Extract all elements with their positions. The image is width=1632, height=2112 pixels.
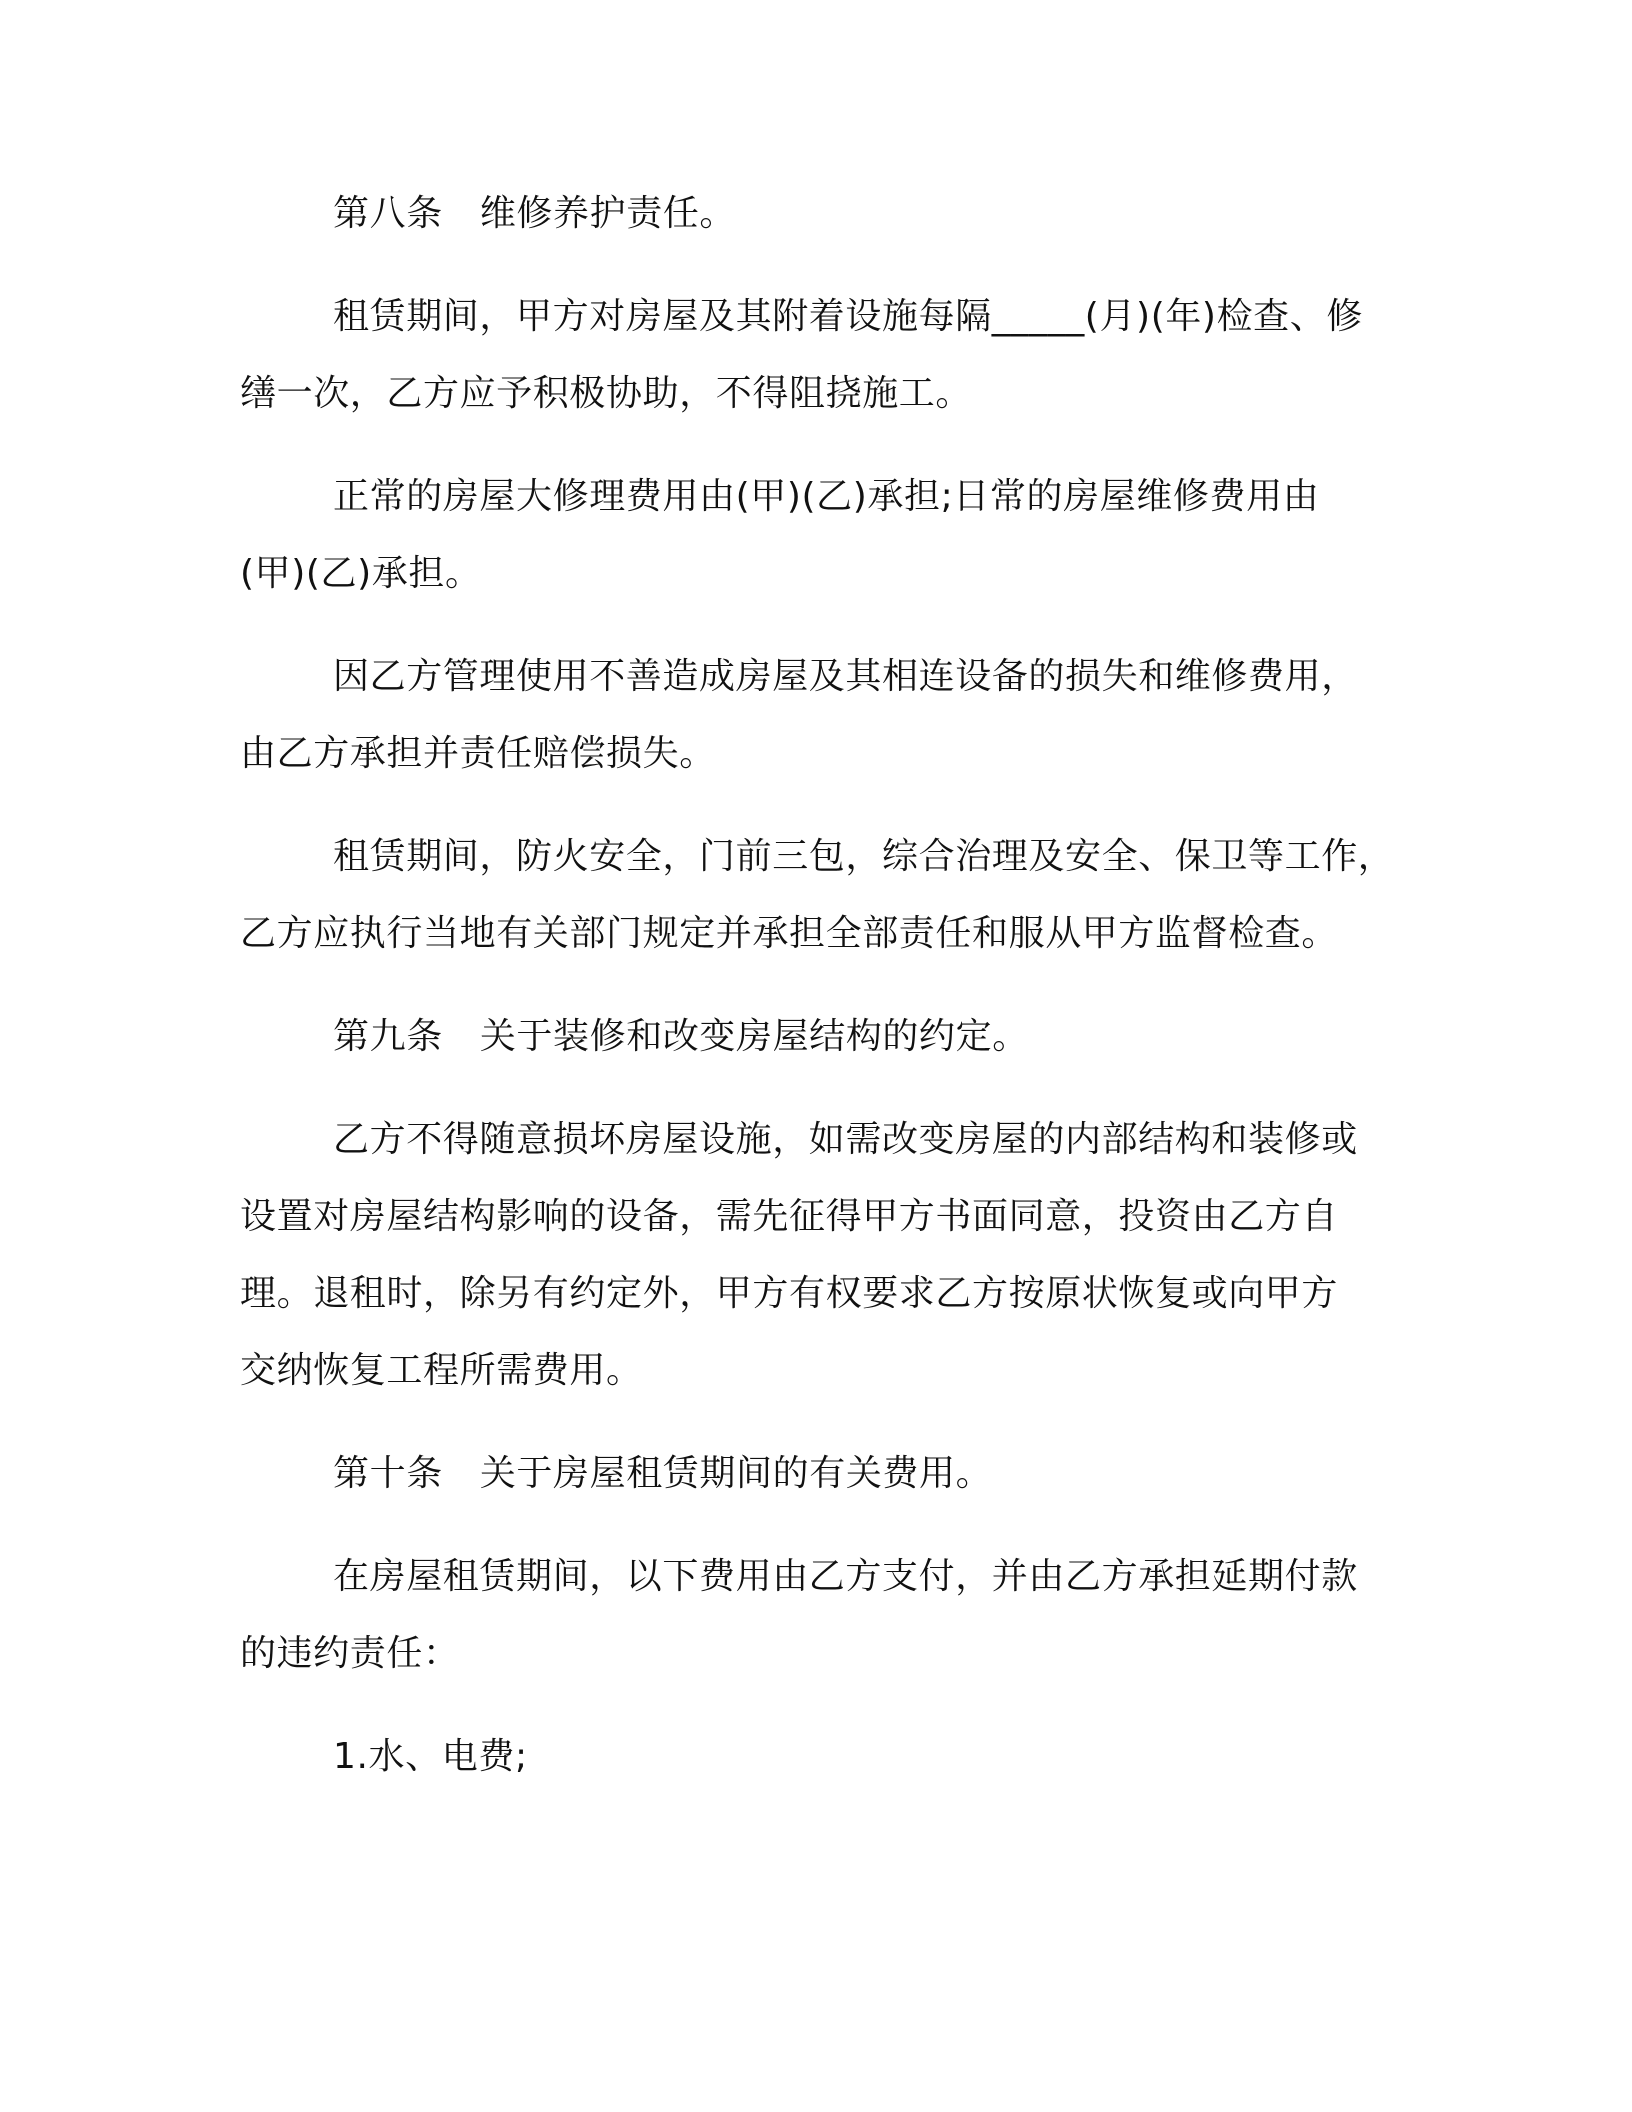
article-heading (240, 1435, 1632, 1512)
article-number: 第八条 (333, 193, 443, 234)
paragraph (240, 1101, 1632, 1409)
article-number: 第九条 (333, 1016, 443, 1057)
text-line: 乙方不得随意损坏房屋设施，如需改变房屋的内部结构和装修或 (333, 1119, 1358, 1160)
paragraph (240, 818, 1632, 972)
text-line: 1.水、电费; (333, 1736, 528, 1777)
article-heading (240, 175, 1632, 252)
text-line: (甲)(乙)承担。 (240, 553, 482, 594)
text-line: 因乙方管理使用不善造成房屋及其相连设备的损失和维修费用， (333, 656, 1358, 697)
text-line: 交纳恢复工程所需费用。 (240, 1350, 643, 1391)
paragraph (240, 1538, 1632, 1692)
paragraph (240, 278, 1632, 432)
text-line: 正常的房屋大修理费用由(甲)(乙)承担;日常的房屋维修费用由 (333, 476, 1320, 517)
article-title: 关于装修和改变房屋结构的约定。 (479, 1016, 1029, 1057)
article-heading (240, 998, 1632, 1075)
paragraph (240, 638, 1632, 792)
article-title: 关于房屋租赁期间的有关费用。 (479, 1453, 993, 1494)
text-line: 租赁期间，甲方对房屋及其附着设施每隔_____(月)(年)检查、修 (333, 296, 1363, 337)
text-line: 设置对房屋结构影响的设备，需先征得甲方书面同意，投资由乙方自 (240, 1196, 1339, 1237)
list-item (240, 1718, 1632, 1795)
text-line: 乙方应执行当地有关部门规定并承担全部责任和服从甲方监督检查。 (240, 913, 1339, 954)
text-line: 租赁期间，防火安全，门前三包，综合治理及安全、保卫等工作， (333, 836, 1395, 877)
article-number: 第十条 (333, 1453, 443, 1494)
article-title: 维修养护责任。 (479, 193, 737, 234)
paragraph (240, 458, 1632, 612)
text-line: 由乙方承担并责任赔偿损失。 (240, 733, 716, 774)
text-line: 的违约责任： (240, 1633, 460, 1674)
text-line: 缮一次，乙方应予积极协助，不得阻挠施工。 (240, 373, 973, 414)
text-line: 在房屋租赁期间，以下费用由乙方支付，并由乙方承担延期付款 (333, 1556, 1358, 1597)
text-line: 理。退租时，除另有约定外，甲方有权要求乙方按原状恢复或向甲方 (240, 1273, 1339, 1314)
